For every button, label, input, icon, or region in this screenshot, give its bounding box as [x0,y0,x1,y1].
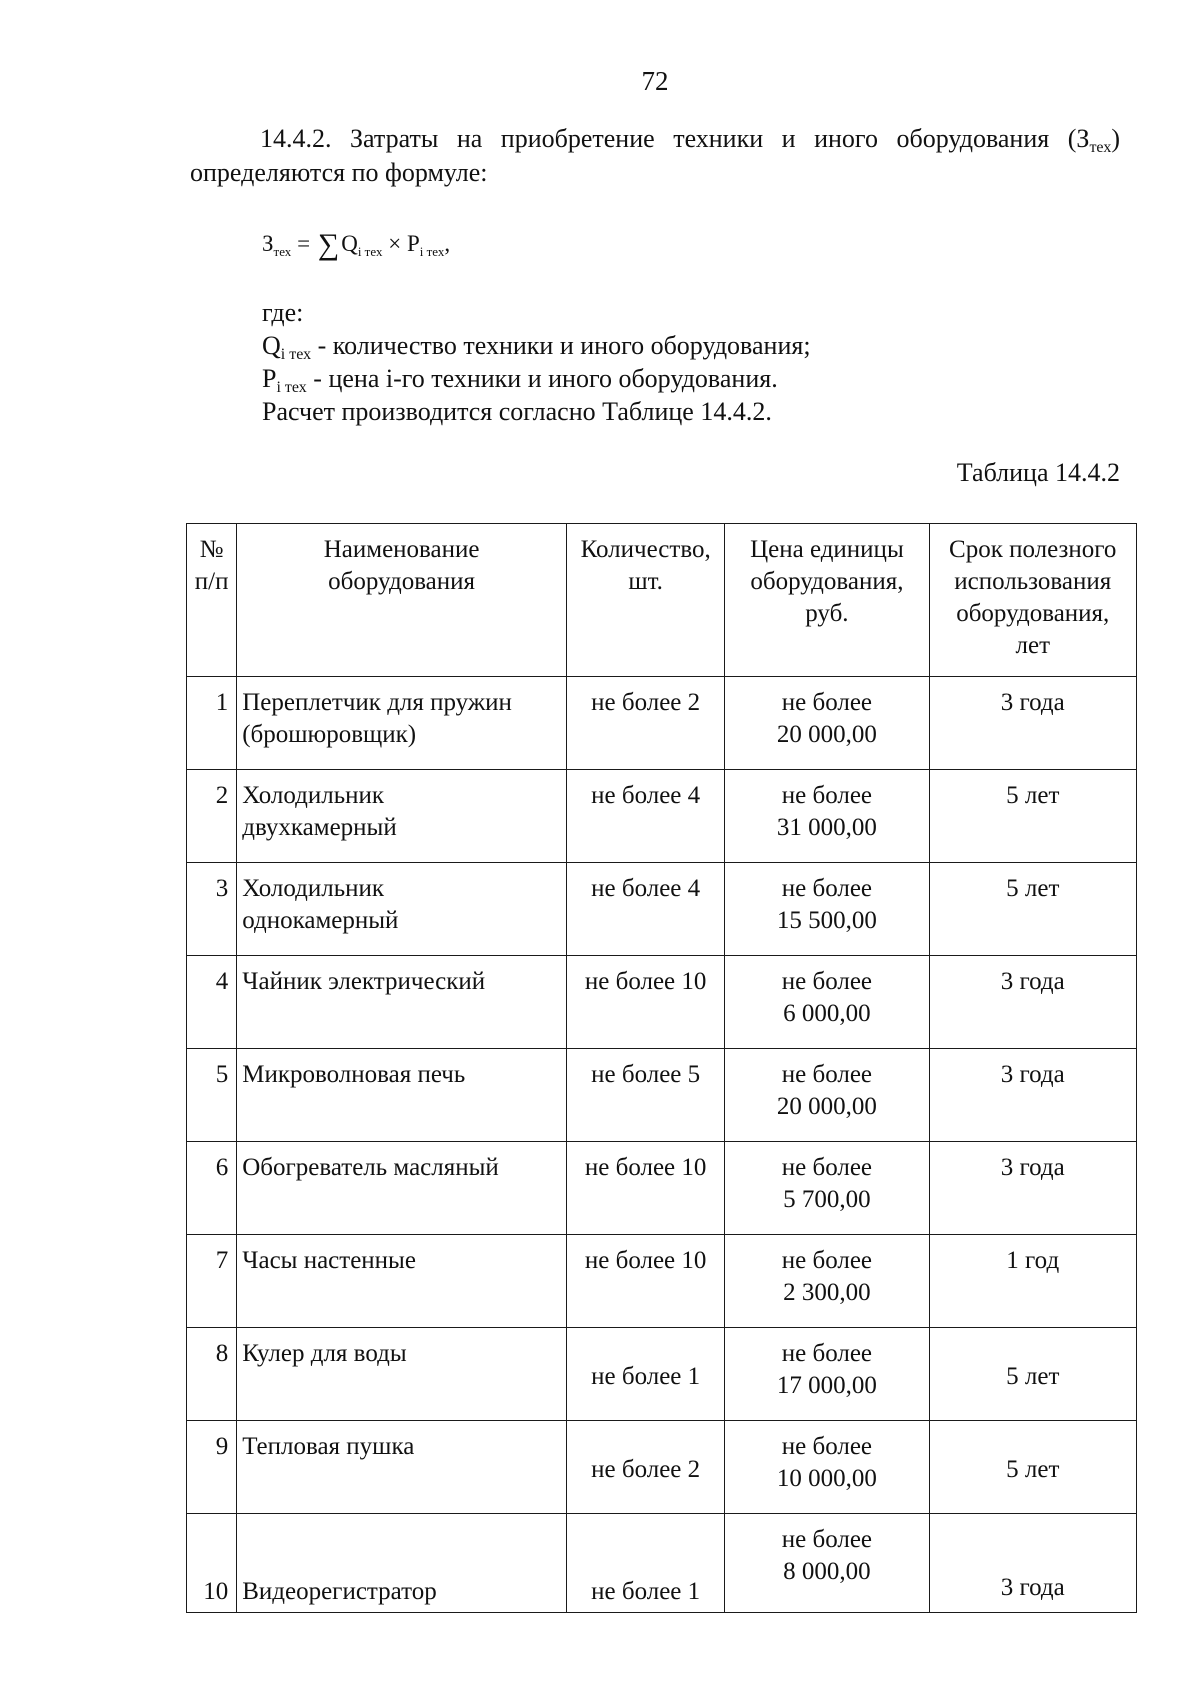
table-body [187,677,1137,1613]
header-row [187,524,1137,677]
cell-name-line: Часы настенные [242,1247,416,1274]
cell-name [237,1514,567,1613]
cell-lifetime: 5 лет [929,863,1137,956]
cell-quantity: не более 4 [566,770,724,863]
cell-price-line: не более [781,1340,873,1367]
cell-lifetime: 3 года [929,956,1137,1049]
formula-q-sub: i тех [357,244,383,259]
page-number: 72 [641,66,669,96]
cell-name [237,1049,567,1142]
cell-price-line: 6 000,00 [783,1000,871,1027]
cell-name [237,1421,567,1514]
legend-p-symbol: P [262,364,277,393]
cell-number: 9 [187,1421,237,1514]
cell-quantity: не более 10 [566,1142,724,1235]
cell-price-line: 20 000,00 [776,721,877,748]
header-lifetime [929,524,1137,677]
cost-formula [262,228,450,262]
table-row [187,677,1137,770]
cell-quantity: не более 10 [566,1235,724,1328]
header-price-line: Цена единицы [750,536,904,563]
cell-price-line: 15 500,00 [776,907,877,934]
table-row [187,1049,1137,1142]
formula-q: Q [341,231,358,256]
legend-p-sub: i тех [276,379,307,396]
cell-lifetime: 3 года [929,1142,1137,1235]
formula-lhs-sub: тех [273,244,292,259]
cell-lifetime: 5 лет [929,1328,1137,1421]
where-label: где: [262,298,304,327]
intro-line-2: определяются по формуле: [190,158,488,187]
cell-lifetime: 3 года [929,677,1137,770]
header-lifetime-line: использования [954,568,1112,595]
cell-price-line: не более [781,1526,873,1553]
table-row [187,1421,1137,1514]
cell-price-line: не более [781,1154,873,1181]
cell-number: 3 [187,863,237,956]
cell-quantity: не более 10 [566,956,724,1049]
intro-paragraph [190,122,1120,190]
cell-quantity: не более 2 [566,677,724,770]
intro-close-paren: ) [1111,124,1120,153]
header-price-line: руб. [805,600,849,627]
formula-comma: , [444,231,451,256]
cell-number: 10 [187,1514,237,1613]
header-lifetime-line: Срок полезного [949,536,1117,563]
header-name-line: оборудования [328,568,476,595]
formula-sum-symbol: ∑ [317,228,340,261]
cell-lifetime: 3 года [929,1049,1137,1142]
calc-note: Расчет производится согласно Таблице 14.4.2. [262,397,772,426]
cell-quantity: не более 1 [566,1514,724,1613]
header-price [725,524,929,677]
intro-text: 14.4.2. Затраты на приобретение техники и иного оборудования (З [260,124,1090,153]
cell-quantity: не более 5 [566,1049,724,1142]
cell-price [725,956,929,1049]
cell-price [725,770,929,863]
cell-number: 6 [187,1142,237,1235]
formula-times: × [382,231,407,256]
cell-price-line: не более [781,782,873,809]
cell-name-line: двухкамерный [242,814,397,841]
cell-price [725,1142,929,1235]
cell-price-line: 10 000,00 [776,1465,877,1492]
formula-legend [262,296,811,428]
cell-price-line: 2 300,00 [783,1279,871,1306]
header-name [237,524,567,677]
header-quantity-line: шт. [628,568,663,595]
cell-number: 8 [187,1328,237,1421]
cell-name-line: Обогреватель масляный [242,1154,499,1181]
formula-equals: = [291,231,316,256]
formula-p-sub: i тех [419,244,445,259]
cell-number: 7 [187,1235,237,1328]
cell-name-line: Видеорегистратор [242,1578,437,1605]
cell-price [725,1328,929,1421]
table-caption: Таблица 14.4.2 [956,458,1120,487]
table-row [187,863,1137,956]
cell-lifetime: 3 года [929,1514,1137,1613]
cell-name-line: Переплетчик для пружин [242,689,512,716]
cell-number: 5 [187,1049,237,1142]
cell-price-line: 17 000,00 [776,1372,877,1399]
cell-quantity: не более 1 [566,1328,724,1421]
table-row [187,1514,1137,1613]
cell-name-line: Кулер для воды [242,1340,407,1367]
cell-price-line: не более [781,1247,873,1274]
table-row [187,770,1137,863]
cell-price [725,1235,929,1328]
cell-price-line: не более [781,689,873,716]
cell-name-line: Холодильник [242,782,385,809]
cell-name-line: Чайник электрический [242,968,486,995]
cell-price [725,1514,929,1613]
cell-price-line: 20 000,00 [776,1093,877,1120]
legend-q-sub: i тех [280,346,312,363]
intro-subscript: тех [1089,139,1112,156]
cell-name-line: Тепловая пушка [242,1433,415,1460]
legend-q-symbol: Q [262,331,281,360]
table-row [187,956,1137,1049]
cell-price-line: не более [781,875,873,902]
header-number-line: № [199,536,224,563]
cell-price-line: не более [781,1061,873,1088]
header-price-line: оборудования, [750,568,904,595]
header-lifetime-line: лет [1015,632,1050,659]
legend-p-text: - цена i-го техники и иного оборудования. [306,364,778,393]
cell-price-line: не более [781,968,873,995]
cell-name-line: (брошюровщик) [242,721,417,748]
intro-line-1 [190,122,1120,156]
cell-lifetime: 5 лет [929,770,1137,863]
legend-p [262,362,811,395]
cell-price-line: 31 000,00 [776,814,877,841]
cell-lifetime: 5 лет [929,1421,1137,1514]
cell-price-line: 8 000,00 [783,1558,871,1585]
header-number-line: п/п [194,568,229,595]
cell-name [237,1328,567,1421]
cell-name [237,770,567,863]
cell-quantity: не более 2 [566,1421,724,1514]
cell-lifetime: 1 год [929,1235,1137,1328]
cell-price-line: 5 700,00 [783,1186,871,1213]
cell-number: 4 [187,956,237,1049]
equipment-table [186,523,1137,1613]
header-quantity-line: Количество, [580,536,711,563]
cell-name-line: однокамерный [242,907,399,934]
table-row [187,1235,1137,1328]
cell-name-line: Микроволновая печь [242,1061,466,1088]
header-quantity [566,524,724,677]
cell-name [237,677,567,770]
cell-price [725,677,929,770]
table-row [187,1328,1137,1421]
header-number [187,524,237,677]
cell-name [237,863,567,956]
cell-quantity: не более 4 [566,863,724,956]
formula-lhs: З [262,231,274,256]
cell-number: 1 [187,677,237,770]
cell-name [237,1235,567,1328]
cell-number: 2 [187,770,237,863]
header-lifetime-line: оборудования, [956,600,1110,627]
cell-price [725,1421,929,1514]
table-row [187,1142,1137,1235]
table-header [187,524,1137,677]
cell-name [237,1142,567,1235]
cell-name-line: Холодильник [242,875,385,902]
header-name-line: Наименование [323,536,480,563]
legend-q-text: - количество техники и иного оборудования; [311,331,811,360]
cell-price [725,863,929,956]
formula-p: P [406,231,420,256]
legend-q [262,329,811,362]
cell-name [237,956,567,1049]
cell-price [725,1049,929,1142]
cell-price-line: не более [781,1433,873,1460]
